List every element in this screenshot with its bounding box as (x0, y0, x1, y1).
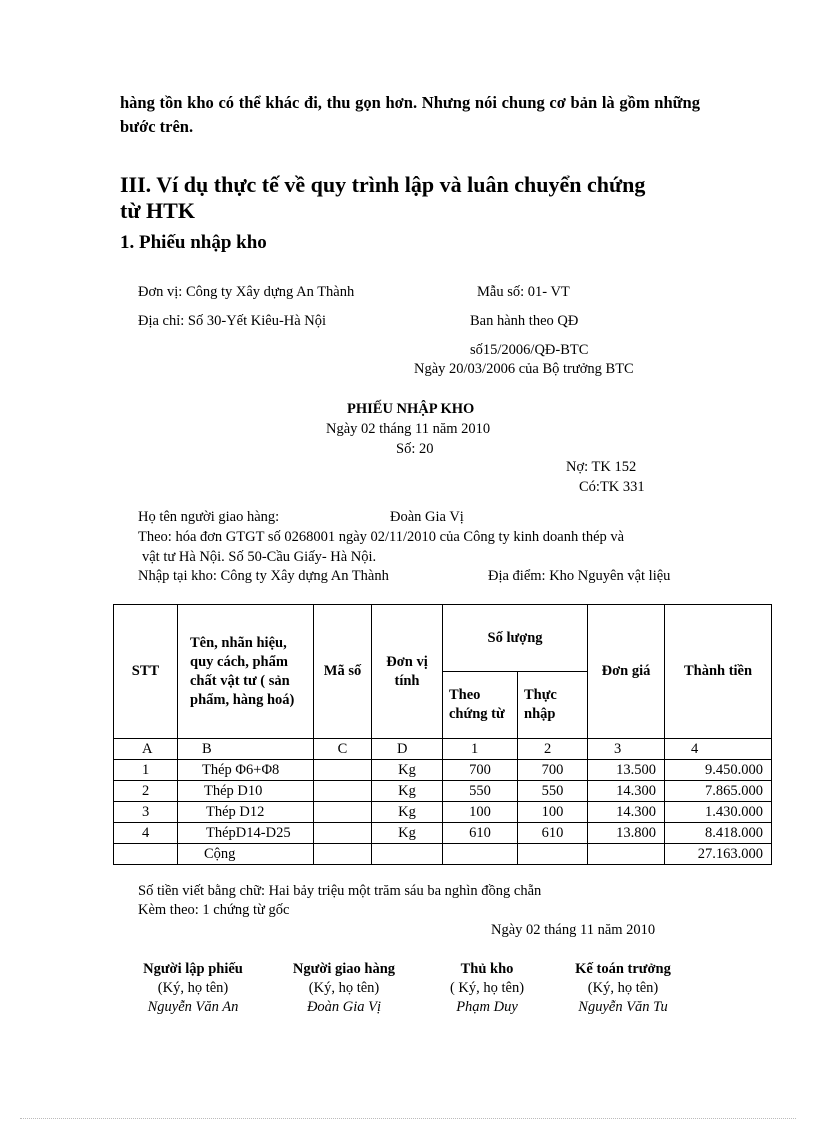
credit-account: Có:TK 331 (579, 479, 645, 495)
cell-qty-actual: 550 (518, 781, 588, 802)
cell-qty-doc: 700 (443, 760, 518, 781)
code-cell: B (178, 739, 314, 760)
section-heading-line2: từ HTK (120, 198, 195, 223)
cell-name: Thép D12 (178, 802, 314, 823)
signature-title: Kế toán trưởng (575, 961, 671, 977)
code-cell: 4 (665, 739, 772, 760)
table-row (114, 823, 772, 844)
total-label: Cộng (178, 844, 314, 865)
header-stt: STT (114, 605, 178, 739)
cell-code (314, 823, 372, 844)
signature-title: Thủ kho (460, 961, 514, 977)
signature-preparer (128, 960, 258, 1017)
decision-number: số15/2006/QĐ-BTC (470, 342, 589, 358)
page-bottom-divider (20, 1118, 796, 1119)
code-row (114, 739, 772, 760)
cell-qty-doc: 610 (443, 823, 518, 844)
cell-unit: Kg (372, 802, 443, 823)
signature-storekeeper (432, 960, 542, 1017)
code-cell: 2 (518, 739, 588, 760)
decision-date: Ngày 20/03/2006 của Bộ trưởng BTC (414, 361, 634, 377)
cell-unit: Kg (372, 781, 443, 802)
warehouse: Nhập tại kho: Công ty Xây dựng An Thành (138, 568, 389, 584)
invoice-reference-line2: vật tư Hà Nội. Số 50-Cầu Giấy- Hà Nội. (142, 549, 377, 565)
amount-in-words: Số tiền viết bằng chữ: Hai bảy triệu một trăm sáu ba nghìn đồng chẵn (138, 883, 542, 899)
cell-qty-actual: 100 (518, 802, 588, 823)
cell-unit-price: 13.500 (588, 760, 665, 781)
unit-name: Đơn vị: Công ty Xây dựng An Thành (138, 284, 355, 300)
section-heading-line1: III. Ví dụ thực tế về quy trình lập và luân chuyển chứng (120, 172, 646, 197)
cell-qty-actual: 610 (518, 823, 588, 844)
signature-note: ( Ký, họ tên) (449, 980, 525, 996)
table-row (114, 760, 772, 781)
header-code: Mã số (314, 605, 372, 739)
cell-unit-price: 13.800 (588, 823, 665, 844)
section-heading (120, 172, 645, 224)
table-row (114, 802, 772, 823)
signature-deliverer (279, 960, 409, 1017)
cell-unit-price: 14.300 (588, 802, 665, 823)
header-row (114, 605, 772, 672)
table-row (114, 781, 772, 802)
cell-name: Thép D10 (178, 781, 314, 802)
total-value: 27.163.000 (665, 844, 772, 865)
code-cell: A (114, 739, 178, 760)
signature-name: Phạm Duy (456, 999, 518, 1015)
code-cell: C (314, 739, 372, 760)
cell-stt: 3 (114, 802, 178, 823)
header-unit: Đơn vị tính (372, 605, 443, 739)
cell-stt: 4 (114, 823, 178, 844)
signature-name: Nguyễn Văn An (147, 999, 239, 1015)
header-amount: Thành tiền (665, 605, 772, 739)
signature-note: (Ký, họ tên) (308, 980, 380, 996)
cell-qty-doc: 550 (443, 781, 518, 802)
form-number: Số: 20 (396, 441, 434, 457)
issued-under: Ban hành theo QĐ (470, 313, 579, 329)
cell-code (314, 781, 372, 802)
code-cell: 3 (588, 739, 665, 760)
unit-address: Địa chỉ: Số 30-Yết Kiêu-Hà Nội (138, 313, 327, 329)
total-row (114, 844, 772, 865)
header-unit-price: Đơn giá (588, 605, 665, 739)
signature-title: Người lập phiếu (143, 961, 243, 977)
cell-stt: 1 (114, 760, 178, 781)
signature-name: Đoàn Gia Vị (306, 999, 382, 1015)
sub-heading: 1. Phiếu nhập kho (120, 232, 267, 253)
debit-account: Nợ: TK 152 (566, 459, 637, 475)
receipt-table (113, 604, 772, 865)
header-actual-received: Thực nhập (518, 672, 588, 739)
cell-qty-actual: 700 (518, 760, 588, 781)
cell-stt: 2 (114, 781, 178, 802)
cell-code (314, 760, 372, 781)
signature-title: Người giao hàng (292, 961, 396, 977)
signature-name: Nguyễn Văn Tu (578, 999, 668, 1015)
deliverer-label: Họ tên người giao hàng: (138, 509, 280, 525)
code-cell: 1 (443, 739, 518, 760)
signature-chief-accountant (558, 960, 688, 1017)
form-date: Ngày 02 tháng 11 năm 2010 (326, 421, 491, 437)
cell-amount: 1.430.000 (665, 802, 772, 823)
cell-unit: Kg (372, 760, 443, 781)
header-per-document: Theo chứng từ (443, 672, 518, 739)
attached-documents: Kèm theo: 1 chứng từ gốc (138, 902, 290, 918)
header-quantity: Số lượng (443, 605, 588, 672)
code-cell: D (372, 739, 443, 760)
cell-name: Thép Φ6+Φ8 (178, 760, 314, 781)
location: Địa điểm: Kho Nguyên vật liệu (488, 568, 671, 584)
signature-note: (Ký, họ tên) (587, 980, 659, 996)
cell-qty-doc: 100 (443, 802, 518, 823)
header-item-name: Tên, nhãn hiệu, quy cách, phẩm chất vật tư ( sản phẩm, hàng hoá) (178, 605, 314, 739)
invoice-reference-line1: Theo: hóa đơn GTGT số 0268001 ngày 02/11/2010 của Công ty kinh doanh thép và (138, 529, 625, 545)
form-template-number: Mẫu số: 01- VT (477, 284, 570, 300)
signature-note: (Ký, họ tên) (157, 980, 229, 996)
intro-paragraph: hàng tồn kho có thể khác đi, thu gọn hơn. Nhưng nói chung cơ bản là gồm những bước trên. (120, 93, 700, 136)
cell-amount: 9.450.000 (665, 760, 772, 781)
cell-unit-price: 14.300 (588, 781, 665, 802)
cell-amount: 8.418.000 (665, 823, 772, 844)
cell-amount: 7.865.000 (665, 781, 772, 802)
footer-date: Ngày 02 tháng 11 năm 2010 (491, 922, 656, 938)
cell-unit: Kg (372, 823, 443, 844)
deliverer-name: Đoàn Gia Vị (390, 509, 464, 525)
cell-name: ThépD14-D25 (178, 823, 314, 844)
form-title: PHIẾU NHẬP KHO (347, 401, 475, 417)
cell-code (314, 802, 372, 823)
